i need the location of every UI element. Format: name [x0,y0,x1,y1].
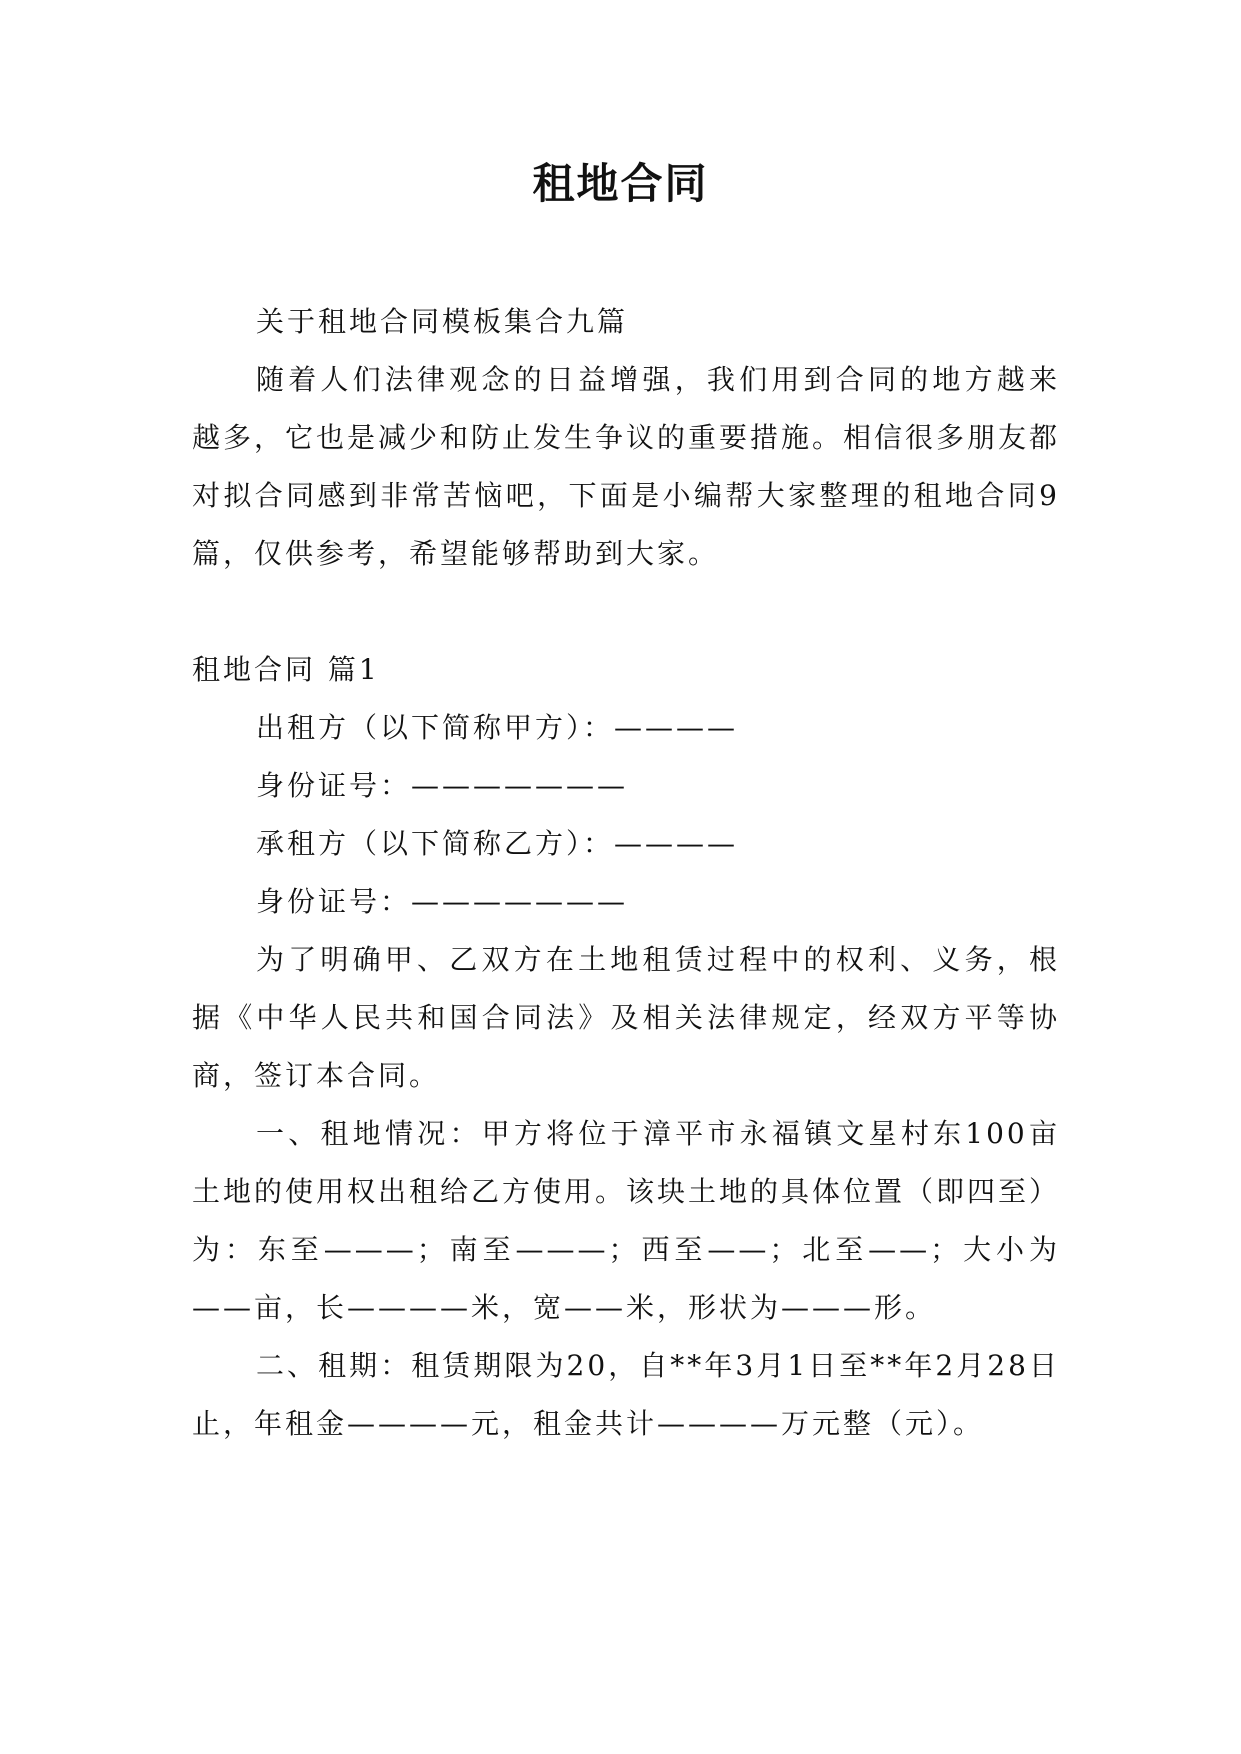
lessee-id-line: 身份证号：——————— [256,885,629,918]
paragraph-gap [192,583,1060,641]
lessor-line: 出租方（以下简称甲方）：———— [256,711,739,744]
clause-2-paragraph: 二、租期：租赁期限为20，自**年3月1日至**年2月28日止，年租金————元，租金共计————万元整（元）。 [192,1349,1060,1440]
intro-heading: 关于租地合同模板集合九篇 [256,305,629,338]
lessee-line: 承租方（以下简称乙方）：———— [256,827,739,860]
lessor-id-line: 身份证号：——————— [256,769,629,802]
section-heading: 租地合同 篇1 [192,653,380,686]
document-title: 租地合同 [532,159,709,208]
clause-1-paragraph: 一、租地情况：甲方将位于漳平市永福镇文星村东100亩土地的使用权出租给乙方使用。该块土地的具体位置（即四至）为：东至———；南至———；西至——；北至——；大小为——亩，长————米，宽——米，形状为———形。 [192,1117,1061,1324]
purpose-paragraph: 为了明确甲、乙双方在土地租赁过程中的权利、义务，根据《中华人民共和国合同法》及相关法律规定，经双方平等协商，签订本合同。 [192,943,1060,1092]
document-body [192,293,1060,1453]
intro-paragraph: 随着人们法律观念的日益增强，我们用到合同的地方越来越多，它也是减少和防止发生争议的重要措施。相信很多朋友都对拟合同感到非常苦恼吧，下面是小编帮大家整理的租地合同9篇，仅供参考，希望能够帮助到大家。 [192,363,1061,570]
